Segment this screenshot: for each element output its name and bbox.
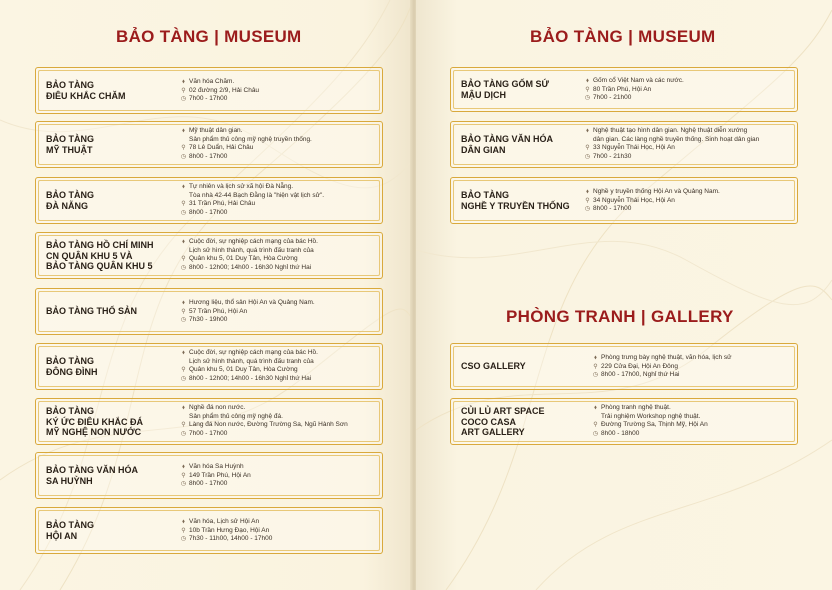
clock-icon: ◷ — [180, 317, 187, 324]
detail-row — [179, 87, 259, 96]
detail-text: 10b Trần Hưng Đạo, Hội An — [189, 526, 270, 534]
detail-continuation — [179, 192, 324, 201]
detail-row — [179, 264, 318, 273]
venue-card[interactable] — [450, 177, 798, 224]
venue-name-line: BẢO TÀNG — [461, 190, 509, 200]
clock-icon: ◷ — [592, 372, 599, 379]
detail-text: 02 đường 2/9, Hải Châu — [189, 86, 260, 94]
venue-card[interactable] — [35, 452, 383, 499]
detail-continuation — [179, 136, 312, 145]
location-pin-icon: ⚲ — [181, 422, 186, 429]
detail-row — [179, 518, 272, 527]
detail-row — [179, 472, 251, 481]
detail-row — [591, 404, 708, 413]
venue-name-line: COCO CASA — [461, 416, 517, 427]
detail-row — [583, 144, 759, 153]
venue-card[interactable] — [450, 67, 798, 112]
detail-row — [179, 255, 318, 264]
venue-details — [583, 127, 759, 161]
venue-details — [591, 354, 731, 380]
venue-card[interactable] — [35, 507, 383, 554]
detail-row — [591, 430, 708, 439]
detail-row — [583, 205, 720, 214]
venue-name-line: CN QUÂN KHU 5 VÀ — [46, 250, 133, 261]
clock-icon: ◷ — [180, 264, 187, 271]
venue-name-line: KÝ ỨC ĐIÊU KHẮC ĐÁ — [46, 416, 143, 427]
detail-text: Quân khu 5, 01 Duy Tân, Hòa Cường — [189, 366, 298, 374]
detail-row — [179, 404, 348, 413]
venue-name — [461, 134, 553, 155]
detail-text: 33 Nguyễn Thái Học, Hội An — [593, 144, 675, 152]
venue-name — [46, 520, 94, 541]
detail-row — [583, 94, 684, 103]
location-pin-icon: ⚲ — [585, 86, 590, 93]
detail-text: Phòng trưng bày nghệ thuật, văn hóa, lịch sử — [601, 354, 732, 361]
detail-row — [179, 349, 318, 358]
detail-text: Nghệ thuật tạo hình dân gian. Nghệ thuật diễn xướng — [593, 127, 748, 134]
venue-name — [46, 306, 137, 317]
venue-details — [179, 463, 251, 489]
detail-row — [179, 127, 312, 136]
detail-text: 8h00 - 18h00 — [601, 429, 640, 437]
detail-text: 7h00 - 21h00 — [593, 94, 632, 102]
venue-name-line: BẢO TÀNG THỔ SẢN — [46, 306, 137, 316]
venue-name-line: DÂN GIAN — [461, 144, 506, 155]
venue-card[interactable] — [35, 288, 383, 335]
venue-name-line: ĐÔNG ĐÌNH — [46, 366, 98, 377]
detail-text: 7h30 - 11h00, 14h00 - 17h00 — [189, 535, 273, 543]
detail-text: 31 Trần Phú, Hải Châu — [189, 200, 256, 208]
venue-details — [179, 183, 324, 217]
detail-row — [591, 421, 708, 430]
detail-text: 34 Nguyễn Thái Học, Hội An — [593, 196, 675, 204]
venue-card[interactable] — [35, 232, 383, 279]
clock-icon: ◷ — [180, 209, 187, 216]
detail-row — [179, 430, 348, 439]
detail-text: 8h00 - 17h00, Nghỉ thứ Hai — [601, 371, 680, 379]
venue-card[interactable] — [35, 177, 383, 224]
venue-name-line: BẢO TÀNG VĂN HÓA — [461, 134, 553, 144]
detail-continuation — [583, 136, 759, 145]
detail-text: Tòa nhà 42-44 Bạch Đằng là "hiện vật lịch sử". — [189, 191, 325, 199]
tag-icon: ⬧ — [594, 355, 597, 361]
tag-icon: ⬧ — [182, 79, 185, 85]
detail-text: 7h30 - 19h00 — [189, 316, 228, 324]
venue-name-line: BẢO TÀNG QUÂN KHU 5 — [46, 261, 153, 271]
detail-row — [583, 188, 720, 197]
venue-name — [46, 134, 94, 155]
detail-row — [179, 78, 259, 87]
detail-text: 149 Trần Phú, Hội An — [189, 471, 251, 479]
detail-text: Hương liệu, thổ sản Hội An và Quảng Nam. — [189, 299, 315, 306]
detail-text: Lịch sử hình thành, quá trình đấu tranh của — [189, 357, 314, 365]
detail-row — [179, 209, 324, 218]
tag-icon: ⬧ — [182, 128, 185, 134]
detail-text: 8h00 - 17h00 — [189, 152, 228, 160]
venue-details — [179, 78, 259, 104]
detail-row — [179, 463, 251, 472]
venue-name-line: MẬU DỊCH — [461, 89, 506, 100]
clock-icon: ◷ — [180, 153, 187, 160]
venue-card[interactable] — [450, 121, 798, 168]
venue-name-line: BẢO TÀNG GỐM SỨ — [461, 79, 549, 89]
detail-text: 8h00 - 17h00 — [189, 480, 228, 488]
detail-text: 7h00 - 17h00 — [189, 95, 228, 103]
venue-details — [583, 77, 684, 103]
venue-name — [461, 190, 570, 211]
venue-name-line: MỸ THUẬT — [46, 144, 93, 155]
detail-continuation — [591, 413, 708, 422]
detail-text: 8h00 - 17h00 — [189, 208, 228, 216]
venue-name-line: BẢO TÀNG — [46, 406, 94, 416]
detail-row — [179, 535, 272, 544]
venue-details — [179, 349, 318, 383]
detail-row — [179, 200, 324, 209]
location-pin-icon: ⚲ — [181, 87, 186, 94]
detail-text: Văn hóa Sa Huỳnh — [189, 463, 244, 470]
venue-name-line: HỘI AN — [46, 530, 78, 541]
location-pin-icon: ⚲ — [593, 363, 598, 370]
location-pin-icon: ⚲ — [585, 145, 590, 152]
detail-row — [591, 354, 731, 363]
detail-text: Văn hóa Chăm. — [189, 78, 235, 85]
clock-icon: ◷ — [180, 96, 187, 103]
clock-icon: ◷ — [584, 206, 591, 213]
detail-row — [179, 375, 318, 384]
venue-name-line: BẢO TÀNG — [46, 134, 94, 144]
location-pin-icon: ⚲ — [181, 201, 186, 208]
venue-card[interactable] — [450, 343, 798, 390]
tag-icon: ⬧ — [182, 239, 185, 245]
detail-row — [179, 183, 324, 192]
venue-details — [179, 238, 318, 272]
tag-icon: ⬧ — [594, 405, 597, 411]
detail-text: Nghề y truyền thống Hội An và Quảng Nam. — [593, 188, 720, 195]
detail-text: Sản phẩm thủ công mỹ nghệ đá. — [189, 412, 283, 420]
venue-name-line: ĐÀ NẴNG — [46, 200, 88, 211]
museum-heading: BẢO TÀNG | MUSEUM — [116, 27, 302, 46]
detail-row — [583, 127, 759, 136]
tag-icon: ⬧ — [586, 189, 589, 195]
detail-continuation — [179, 358, 318, 367]
venue-name-line: BẢO TÀNG — [46, 520, 94, 530]
detail-text: Gốm cổ Việt Nam và các nước. — [593, 77, 684, 84]
venue-name-line: ĐIÊU KHẮC CHĂM — [46, 90, 126, 101]
venue-details — [179, 518, 272, 544]
venue-name — [46, 465, 138, 486]
detail-text: 8h00 - 17h00 — [593, 205, 632, 213]
venue-name-line: MỸ NGHỆ NON NƯỚC — [46, 427, 142, 437]
location-pin-icon: ⚲ — [593, 422, 598, 429]
detail-row — [179, 366, 318, 375]
detail-row — [179, 421, 348, 430]
detail-continuation — [179, 247, 318, 256]
venue-name — [461, 79, 549, 100]
clock-icon: ◷ — [592, 430, 599, 437]
detail-row — [179, 238, 318, 247]
location-pin-icon: ⚲ — [585, 197, 590, 204]
venue-details — [583, 188, 720, 214]
tag-icon: ⬧ — [182, 464, 185, 470]
venue-card[interactable] — [35, 398, 383, 445]
tag-icon: ⬧ — [182, 405, 185, 411]
detail-row — [583, 153, 759, 162]
location-pin-icon: ⚲ — [181, 527, 186, 534]
tag-icon: ⬧ — [182, 519, 185, 525]
tag-icon: ⬧ — [586, 78, 589, 84]
detail-text: 7h00 - 17h00 — [189, 429, 228, 437]
detail-row — [591, 363, 731, 372]
gallery-heading: PHÒNG TRANH | GALLERY — [506, 307, 734, 326]
detail-text: Tự nhiên và lịch sử xã hội Đà Nẵng. — [189, 183, 294, 190]
detail-row — [179, 299, 315, 308]
venue-name-line: BẢO TÀNG — [46, 80, 94, 90]
detail-row — [179, 95, 259, 104]
location-pin-icon: ⚲ — [181, 472, 186, 479]
detail-text: Sản phẩm thủ công mỹ nghệ truyền thống. — [189, 135, 312, 143]
venue-name-line: CỦI LỦ ART SPACE — [461, 406, 545, 416]
detail-continuation — [179, 413, 348, 422]
venue-name — [46, 356, 98, 377]
venue-card[interactable] — [35, 121, 383, 168]
detail-text: 8h00 - 12h00; 14h00 - 16h30 Nghỉ thứ Hai — [189, 263, 312, 271]
detail-text: Trải nghiệm Workshop nghệ thuật. — [601, 412, 701, 420]
venue-name — [461, 406, 545, 438]
venue-details — [591, 404, 708, 438]
clock-icon: ◷ — [180, 375, 187, 382]
venue-name-line: SA HUỲNH — [46, 475, 93, 486]
detail-row — [583, 197, 720, 206]
venue-card[interactable] — [35, 67, 383, 114]
detail-text: 80 Trần Phú, Hội An — [593, 85, 652, 93]
venue-name — [461, 361, 526, 372]
venue-name-line: BẢO TÀNG VĂN HÓA — [46, 465, 138, 475]
clock-icon: ◷ — [180, 536, 187, 543]
detail-row — [179, 527, 272, 536]
location-pin-icon: ⚲ — [181, 367, 186, 374]
detail-row — [179, 144, 312, 153]
detail-row — [583, 86, 684, 95]
venue-name — [46, 406, 143, 438]
venue-name-line: NGHỀ Y TRUYỀN THỐNG — [461, 200, 570, 211]
tag-icon: ⬧ — [182, 184, 185, 190]
detail-row — [583, 77, 684, 86]
venue-card[interactable] — [35, 343, 383, 390]
detail-text: Cuộc đời, sự nghiệp cách mạng của bác Hồ. — [189, 349, 318, 356]
detail-row — [179, 153, 312, 162]
location-pin-icon: ⚲ — [181, 145, 186, 152]
venue-name-line: ART GALLERY — [461, 427, 525, 437]
venue-name — [46, 190, 94, 211]
detail-text: Nghề đá non nước. — [189, 404, 246, 411]
detail-row — [179, 480, 251, 489]
venue-name-line: BẢO TÀNG HỒ CHÍ MINH — [46, 240, 154, 250]
clock-icon: ◷ — [584, 95, 591, 102]
venue-card[interactable] — [450, 398, 798, 445]
tag-icon: ⬧ — [182, 300, 185, 306]
venue-name — [46, 80, 126, 101]
detail-text: Phòng tranh nghệ thuật. — [601, 404, 671, 411]
venue-name — [46, 240, 154, 272]
detail-text: Văn hóa, Lịch sử Hội An — [189, 518, 260, 525]
detail-text: 57 Trần Phú, Hội An — [189, 307, 248, 315]
detail-row — [179, 308, 315, 317]
detail-text: 7h00 - 21h30 — [593, 152, 632, 160]
detail-text: Cuộc đời, sự nghiệp cách mạng của bác Hồ. — [189, 238, 318, 245]
tag-icon: ⬧ — [182, 350, 185, 356]
detail-row — [179, 316, 315, 325]
venue-name-line: CSO GALLERY — [461, 361, 526, 371]
detail-text: dân gian. Các làng nghề truyền thống. Sinh hoạt dân gian — [593, 135, 760, 143]
detail-row — [591, 371, 731, 380]
detail-text: 8h00 - 12h00; 14h00 - 16h30 Nghỉ thứ Hai — [189, 374, 312, 382]
location-pin-icon: ⚲ — [181, 256, 186, 263]
clock-icon: ◷ — [180, 481, 187, 488]
detail-text: Quân khu 5, 01 Duy Tân, Hòa Cường — [189, 255, 298, 263]
location-pin-icon: ⚲ — [181, 308, 186, 315]
clock-icon: ◷ — [180, 430, 187, 437]
detail-text: 78 Lê Duẩn, Hải Châu — [189, 144, 254, 152]
clock-icon: ◷ — [584, 153, 591, 160]
venue-details — [179, 404, 348, 438]
detail-text: Lịch sử hình thành, quá trình đấu tranh của — [189, 246, 314, 254]
venue-details — [179, 127, 312, 161]
venue-details — [179, 299, 315, 325]
venue-name-line: BẢO TÀNG — [46, 190, 94, 200]
detail-text: 229 Cửa Đại, Hội An Đông — [601, 362, 678, 370]
detail-text: Đường Trường Sa, Thịnh Mỹ, Hội An — [601, 421, 708, 429]
detail-text: Làng đá Non nước, Đường Trường Sa, Ngũ Hành Sơn — [189, 421, 348, 429]
detail-text: Mỹ thuật dân gian. — [189, 127, 243, 134]
museum-heading: BẢO TÀNG | MUSEUM — [530, 27, 716, 46]
venue-name-line: BẢO TÀNG — [46, 356, 94, 366]
tag-icon: ⬧ — [586, 128, 589, 134]
